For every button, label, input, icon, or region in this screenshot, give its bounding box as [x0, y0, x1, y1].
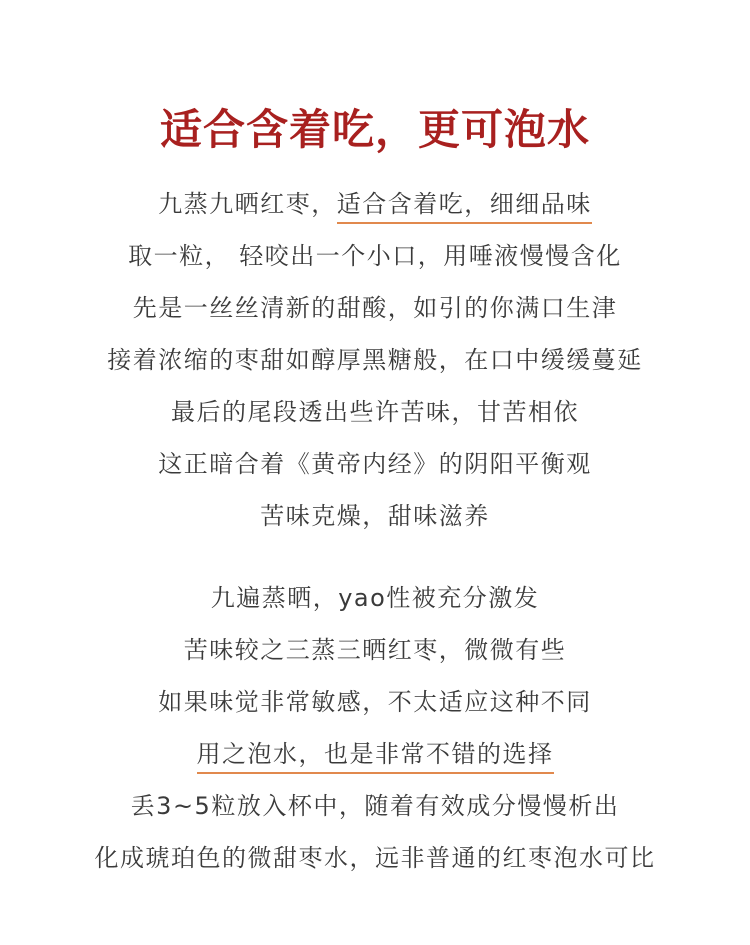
line-text: 苦味较之三蒸三晒红枣，微微有些	[183, 636, 567, 664]
paragraph-eating	[0, 181, 750, 545]
line-text: 九遍蒸晒，yao性被充分激发	[210, 584, 540, 612]
line-text: 最后的尾段透出些许苦味，甘苦相依	[171, 398, 579, 426]
line-text: 先是一丝丝清新的甜酸，如引的你满口生津	[132, 294, 618, 322]
line-text: 取一粒， 轻咬出一个小口，用唾液慢慢含化	[128, 242, 622, 270]
text-line	[0, 493, 750, 545]
line-text: 化成琥珀色的微甜枣水，远非普通的红枣泡水可比	[94, 844, 656, 872]
line-text: 苦味克燥，甜味滋养	[260, 502, 490, 530]
text-line	[0, 627, 750, 679]
line-text: 接着浓缩的枣甜如醇厚黑糖般，在口中缓缓蔓延	[107, 346, 643, 374]
text-line	[0, 233, 750, 285]
text-line	[0, 835, 750, 887]
page-title: 适合含着吃，更可泡水	[159, 105, 590, 155]
line-text: 如果味觉非常敏感，不太适应这种不同	[158, 688, 592, 716]
text-line	[0, 337, 750, 389]
text-line	[0, 285, 750, 337]
line-text: 丢3~5粒放入杯中，随着有效成分慢慢析出	[130, 792, 620, 820]
text-line	[0, 575, 750, 627]
text-line	[0, 389, 750, 441]
highlighted-phrase: 适合含着吃，细细品味	[337, 190, 592, 224]
text-line	[0, 783, 750, 835]
text-line	[0, 731, 750, 783]
line-text: 这正暗合着《黄帝内经》的阴阳平衡观	[158, 450, 592, 478]
text-line	[0, 441, 750, 493]
text-line	[0, 679, 750, 731]
highlighted-phrase: 用之泡水，也是非常不错的选择	[197, 740, 554, 774]
line-text: 九蒸九晒红枣，	[158, 190, 337, 218]
paragraph-soaking	[0, 575, 750, 887]
text-line	[0, 181, 750, 233]
